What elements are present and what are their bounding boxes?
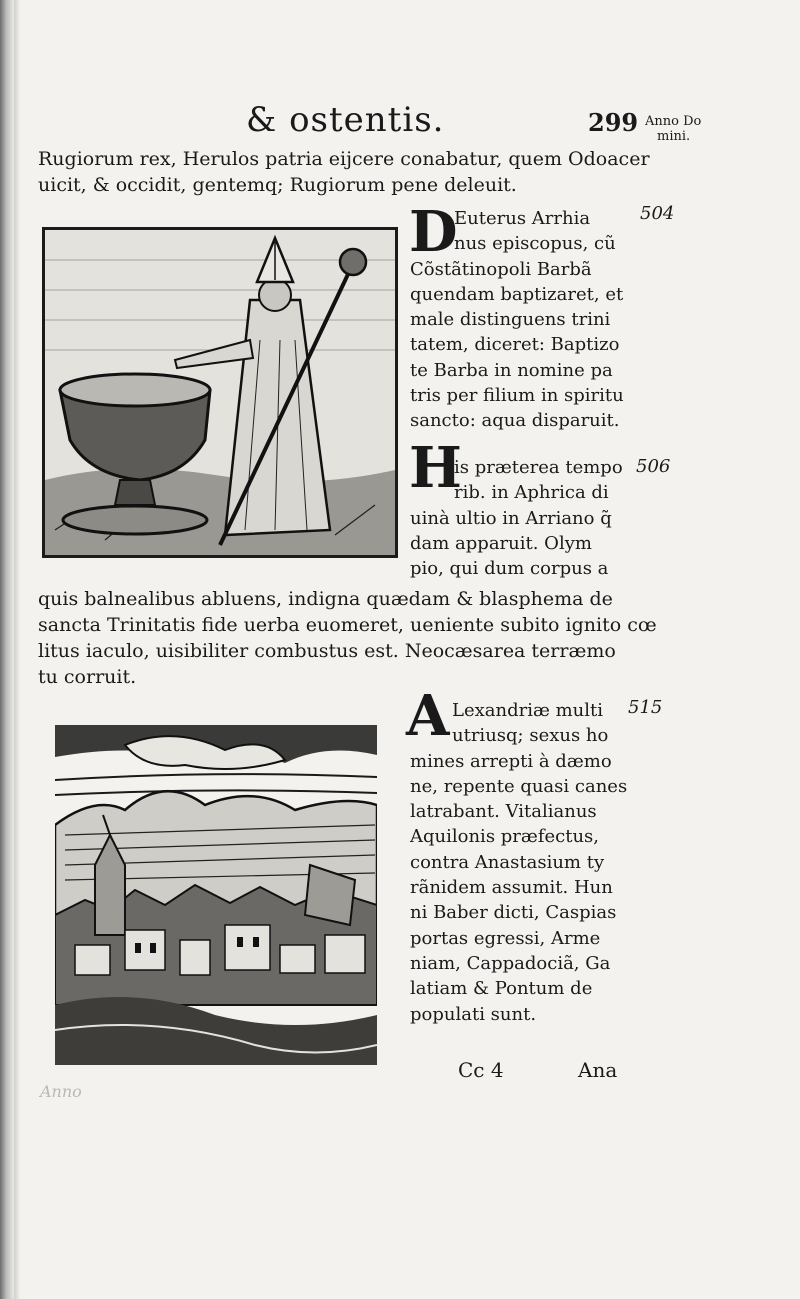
text-line: uinà ultio in Arriano q̃	[410, 507, 612, 529]
margin-heading-line1: Anno Do	[645, 114, 702, 129]
text-line: tu corruit.	[38, 666, 137, 688]
dropcap-h: H	[409, 435, 462, 501]
margin-heading-line2: mini.	[657, 129, 691, 144]
text-line: Aquilonis præfectus,	[410, 826, 599, 848]
text-line: latrabant. Vitalianus	[410, 801, 597, 823]
text-line: ni Baber dicti, Caspias	[410, 902, 617, 924]
text-line: Lexandriæ multi	[452, 700, 604, 721]
text-line: Cõstãtinopoli Barbã	[410, 258, 592, 280]
text-line: sancta Trinitatis fide uerba euomeret, ueniente subito ignito cœ	[38, 614, 657, 636]
text-line: Rugiorum rex, Herulos patria eijcere conabatur, quem Odoacer	[38, 148, 650, 170]
text-line: tris per filium in spiritu	[410, 385, 624, 407]
text-line: ne, repente quasi canes	[410, 775, 628, 797]
text-line: dam apparuit. Olym	[410, 532, 592, 554]
text-line: contra Anastasium ty	[410, 851, 605, 873]
year-marker-504: 504	[640, 203, 675, 224]
entry-504-text	[410, 257, 624, 434]
entry-506-full-text	[38, 586, 657, 690]
woodcut-earthquake-illustration	[55, 715, 377, 1065]
margin-heading	[645, 114, 701, 144]
entry-506-text	[410, 506, 612, 582]
text-line: utriusq; sexus ho	[452, 725, 609, 747]
entry-515-first-lines	[452, 698, 608, 749]
text-line: populati sunt.	[410, 1003, 537, 1025]
text-line: quis balnealibus abluens, indigna quædam & blasphema de	[38, 588, 613, 610]
text-line: sancto: aqua disparuit.	[410, 410, 620, 432]
text-line: male distinguens trini	[410, 309, 611, 331]
bleed-through-text: Anno	[40, 1082, 82, 1101]
text-line: te Barba in nomine pa	[410, 359, 613, 381]
text-line: mines arrepti à dæmo	[410, 750, 612, 772]
dropcap-d: D	[409, 199, 458, 265]
entry-506-first-lines	[454, 455, 623, 506]
catchword: Ana	[578, 1058, 618, 1082]
entry-504-first-lines	[454, 206, 616, 257]
text-line: uicit, & occidit, gentemq; Rugiorum pene deleuit.	[38, 174, 517, 196]
text-line: rãnidem assumit. Hun	[410, 877, 613, 899]
text-line: is præterea tempo	[454, 457, 623, 478]
text-line: Euterus Arrhia	[454, 208, 591, 229]
text-line: latiam & Pontum de	[410, 978, 593, 1000]
page-edge-shadow	[0, 0, 14, 1299]
year-marker-506: 506	[636, 456, 671, 477]
dropcap-a: A	[406, 683, 450, 749]
text-line: litus iaculo, uisibiliter combustus est. Neocæsarea terræmo	[38, 640, 616, 662]
woodcut-baptism-illustration	[42, 227, 398, 558]
entry-515-text	[410, 749, 627, 1027]
text-line: nus episcopus, cũ	[454, 233, 616, 255]
text-line: quendam baptizaret, et	[410, 283, 624, 305]
text-line: niam, Cappadociã, Ga	[410, 952, 611, 974]
signature-mark: Cc 4	[458, 1058, 504, 1082]
page-edge-fade	[14, 0, 20, 1299]
year-marker-515: 515	[628, 697, 663, 718]
text-line: tatem, diceret: Baptizo	[410, 334, 620, 356]
text-line: portas egressi, Arme	[410, 927, 601, 949]
page-number: 299	[588, 108, 639, 137]
text-line: pio, qui dum corpus a	[410, 558, 609, 580]
intro-text	[38, 146, 650, 198]
running-title: & ostentis.	[246, 100, 445, 140]
text-line: rib. in Aphrica di	[454, 482, 609, 504]
